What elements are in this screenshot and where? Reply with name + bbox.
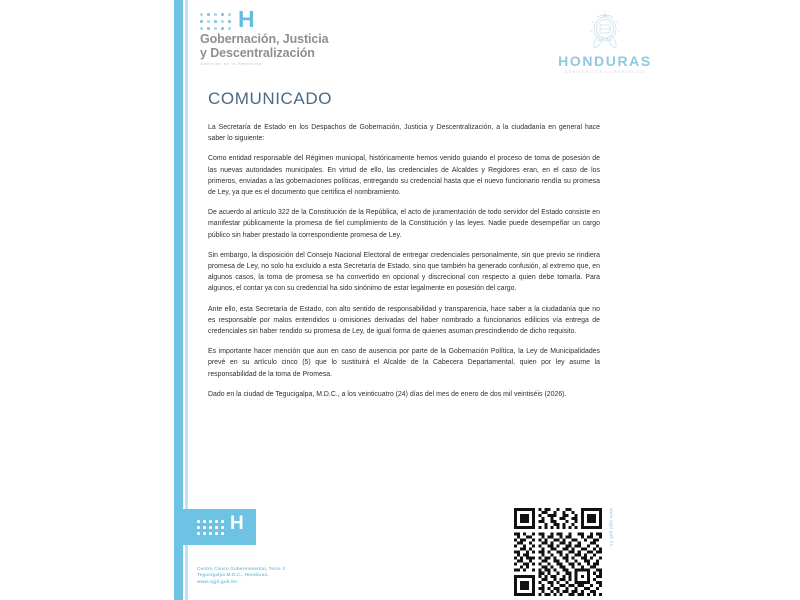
footer-address-line2: Tegucigalpa M.D.C., Honduras. (197, 572, 269, 578)
left-accent-bar (174, 0, 183, 600)
footer-dot-grid-icon (197, 513, 257, 537)
national-name: HONDURAS (558, 53, 652, 69)
paragraph: Sin embargo, la disposición del Consejo Nacional Electoral de entregar credenciales personalmente, sin que previo se rindiera promesa de Ley, no solo ha excluido a esta Secretaría de Estado, sino que también ha generado confusión, al extremo que, en algunos casos, la toma de promesa se ha convertido en opcional y discrecional con respecto a quien debe tomarla. Para algunos, el contar ya con su credencial ha sido sinónimo de estar legalmente en posesión del cargo. (208, 251, 600, 293)
honduras-national-seal-icon (584, 8, 626, 52)
national-subtitle: GOBIERNO DE LA REPÚBLICA (564, 70, 646, 74)
ministry-subtitle: Gobierno de la República (200, 62, 263, 66)
logo-letter-h: H (238, 6, 255, 32)
footer-address-line1: Centro Cívico Gubernamental, Torre 2 (197, 566, 286, 571)
paragraph: De acuerdo al artículo 322 de la Constitución de la República, el acto de juramentación de todo servidor del Estado consiste en manifestar públicamente la promesa de fiel cumplimiento de la Constitución y las leyes. Nadie puede desempeñar un cargo público sin haber prestado la correspondiente promesa de Ley. (208, 209, 600, 239)
document-body (208, 122, 600, 409)
paragraph: Ante ello, esta Secretaría de Estado, con alto sentido de responsabilidad y transparencia, hace saber a la ciudadanía que no es responsable por malos entendidos u omisiones derivadas del haber nombrado a funcionarios edilicios vía entrega de credenciales sin haber rendido su promesa de Ley, de igual forma de quienes asuman prescindiendo de dicho requisito. (208, 305, 600, 336)
qr-code-icon[interactable] (514, 508, 602, 596)
paragraph: La Secretaría de Estado en los Despachos de Gobernación, Justicia y Descentralización, a la ciudadanía en general hace saber lo siguiente: (208, 124, 600, 143)
qr-side-label: www.sgjd.gob.hn (609, 508, 614, 547)
footer-logo-block (183, 509, 256, 545)
paragraph: Es importante hacer mención que aun en caso de ausencia por parte de la Gobernación Política, la Ley de Municipalidades prevé en su artículo cinco (5) que lo sustituirá el Alcalde de la Cabecera Departamental, quien por ley asume la responsabilidad de la toma de Promesa. (208, 348, 600, 378)
ministry-logo (200, 6, 430, 66)
paragraph: Dado en la ciudad de Tegucigalpa, M.D.C., a los veinticuatro (24) días del mes de enero de dos mil veintiséis (2026). (208, 390, 567, 398)
footer-website[interactable]: www.sgjd.gob.hn (197, 578, 238, 584)
dot-grid-icon (200, 6, 270, 32)
paragraph: Como entidad responsable del Régimen municipal, históricamente hemos venido guiando el proceso de toma de posesión de las nuevas autoridades municipales. En virtud de ello, las credenciales de Alcaldes y Regidores eran, en el caso de los primeros, enviadas a las gobernaciones políticas, entregando su credencial hasta que el nuevo funcionario rendía su promesa de Ley, ya que es el documento que certifica el nombramiento. (208, 155, 600, 197)
page-title: COMUNICADO (208, 89, 333, 108)
footer-address (197, 566, 285, 585)
national-logo (540, 8, 670, 74)
ministry-name-line2: y Descentralización (200, 46, 315, 60)
document-header (200, 8, 670, 78)
footer-logo-letter-h: H (230, 513, 244, 534)
ministry-name-line1: Gobernación, Justicia (200, 32, 329, 46)
